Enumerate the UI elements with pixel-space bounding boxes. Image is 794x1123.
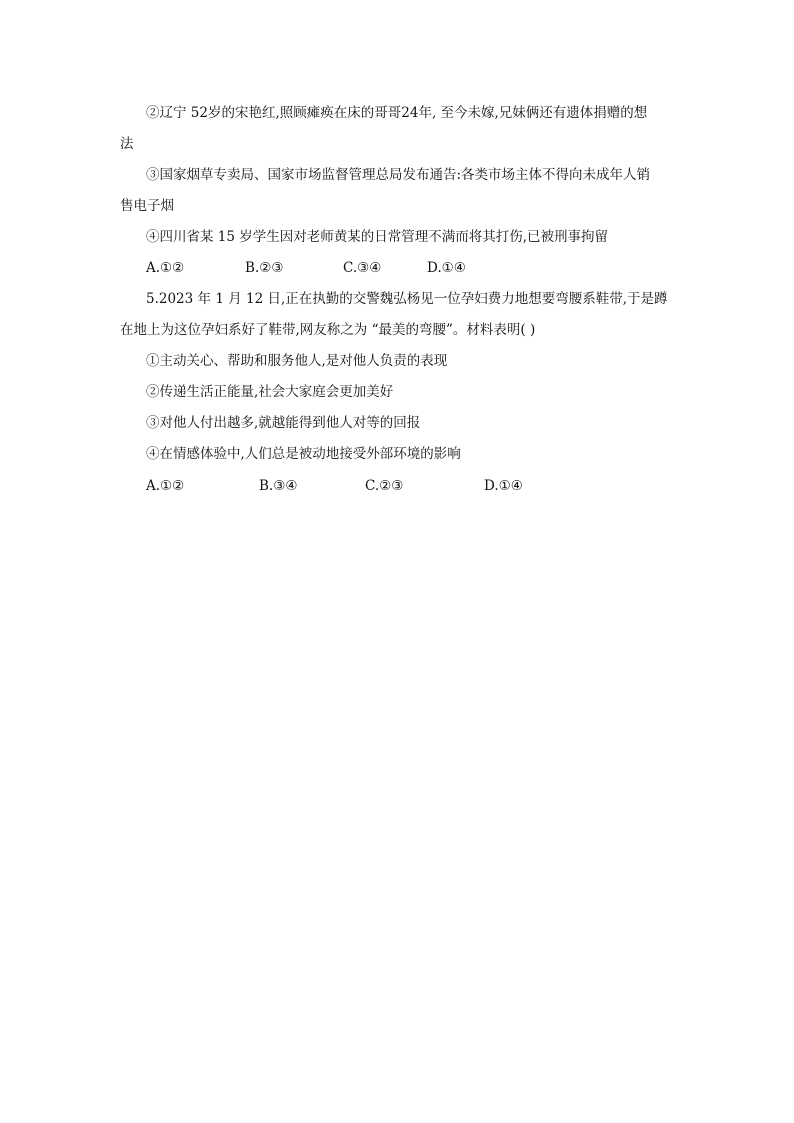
q4-option-b: B.②③ bbox=[245, 260, 284, 276]
q4-item3-line1: ③国家烟草专卖局、国家市场监督管理总局发布通告:各类市场主体不得向未成年人销 bbox=[146, 167, 651, 183]
q4-item2-line1: ②辽宁 52岁的宋艳红,照顾瘫痪在床的哥哥24年, 至今未嫁,兄妹俩还有遗体捐赠的想 bbox=[146, 105, 648, 121]
q5-option-b: B.③④ bbox=[259, 478, 298, 494]
q5-stem-line2: 在地上为这位孕妇系好了鞋带,网友称之为 “最美的弯腰”。材料表明( ) bbox=[120, 322, 536, 338]
q5-item4: ④在情感体验中,人们总是被动地接受外部环境的影响 bbox=[146, 446, 461, 462]
q5-option-c: C.②③ bbox=[365, 478, 404, 494]
q5-stem-line1: 5.2023 年 1 月 12 日,正在执勤的交警魏弘杨见一位孕妇费力地想要弯腰系鞋带,于是蹲 bbox=[146, 291, 668, 307]
q4-option-d: D.①④ bbox=[427, 260, 466, 276]
q5-item2: ②传递生活正能量,社会大家庭会更加美好 bbox=[146, 384, 394, 400]
q4-item2-line2: 法 bbox=[120, 136, 134, 152]
q4-option-a: A.①② bbox=[146, 260, 185, 276]
q4-item4: ④四川省某 15 岁学生因对老师黄某的日常管理不满而将其打伤,已被刑事拘留 bbox=[146, 229, 609, 245]
q4-item3-line2: 售电子烟 bbox=[120, 198, 174, 214]
q5-item1: ①主动关心、帮助和服务他人,是对他人负责的表现 bbox=[146, 353, 448, 369]
q5-item3: ③对他人付出越多,就越能得到他人对等的回报 bbox=[146, 415, 421, 431]
q5-option-a: A.①② bbox=[146, 478, 185, 494]
q5-option-d: D.①④ bbox=[484, 478, 523, 494]
q4-option-c: C.③④ bbox=[343, 260, 382, 276]
